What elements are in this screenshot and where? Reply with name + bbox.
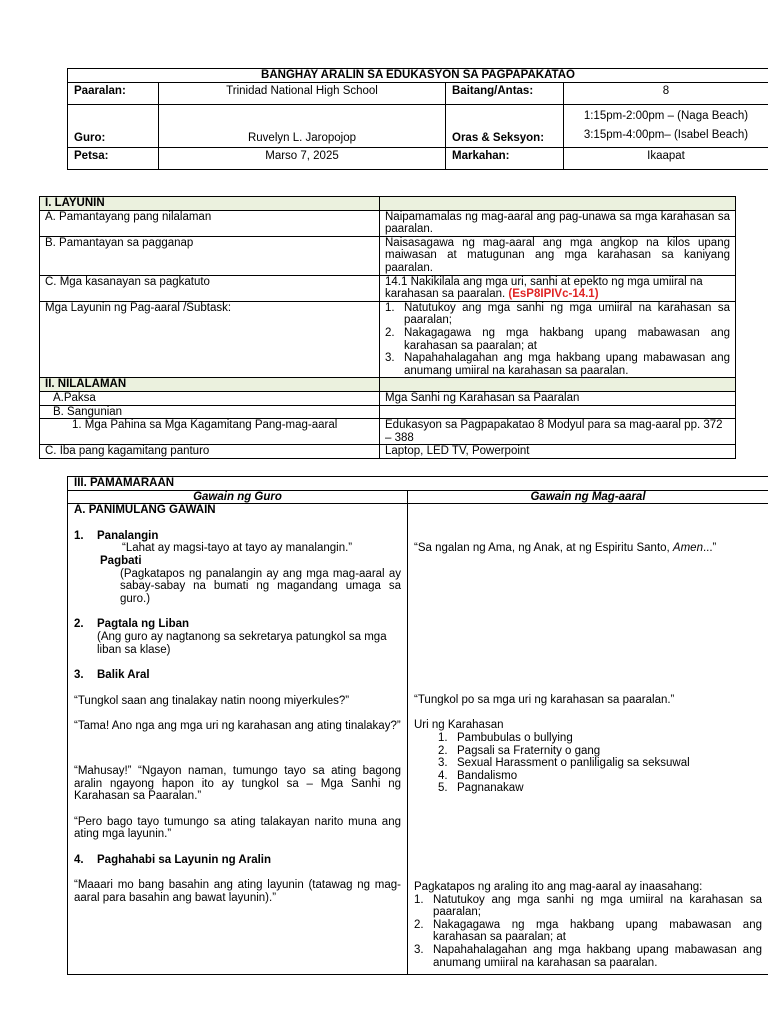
layunin-section-blank: [380, 197, 736, 211]
tanong-3: “Mahusay!” “Ngayon naman, tumungo tayo sa ating bagong aralin ngayong hapon ito ay tungkol sa – Mga Sanhi ng Karahasan sa Paaralan.”: [74, 764, 401, 803]
pagtala-text: (Ang guro ay nagtanong sa sekretarya patungkol sa mga liban sa klase): [97, 630, 387, 656]
pamantayan-pagganap-label: B. Pamantayan sa pagganap: [40, 236, 380, 275]
pahina-value: Edukasyon sa Pagpapakatao 8 Modyul para sa mag-aaral pp. 372 – 388: [380, 419, 736, 445]
oras-value: [564, 105, 768, 148]
pagtala-heading: 2. Pagtala ng Liban: [74, 618, 190, 631]
paksa-label: A.Paksa: [40, 391, 380, 405]
petsa-label: Petsa:: [68, 148, 159, 170]
markahan-label: Markahan:: [446, 148, 564, 170]
kasanayan-label: C. Mga kasanayan sa pagkatuto: [40, 275, 380, 301]
iba-pang-kagamitan-value: Laptop, LED TV, Powerpoint: [380, 445, 736, 459]
layunin-item: 1. Natutukoy ang mga sanhi ng mga umiiral na karahasan sa paaralan;: [414, 893, 762, 919]
kasanayan-code: (EsP8IPIVc-14.1): [508, 288, 599, 301]
oras-value-2: 3:15pm-4:00pm– (Isabel Beach): [583, 129, 749, 141]
panalangin-heading: 1. Panalangin: [74, 529, 159, 542]
layunin-nilalaman-table: [39, 196, 736, 459]
gawain-magaaral-cell: [408, 504, 768, 975]
oras-label: Oras & Seksyon:: [446, 105, 564, 148]
paaralan-value: Trinidad National High School: [159, 83, 446, 105]
uri-karahasan-item: 5. Pagnanakaw: [438, 782, 524, 795]
paghahabi-heading: 4. Paghahabi sa Layunin ng Aralin: [74, 853, 272, 866]
sangunian-label: B. Sangunian: [40, 405, 380, 419]
layunin-section-title: I. LAYUNIN: [40, 197, 380, 211]
uri-karahasan-item: 4. Bandalismo: [438, 769, 518, 782]
lesson-header-table: [67, 68, 768, 170]
pamamaraan-section-title: III. PAMAMARAAN: [68, 477, 768, 491]
kasanayan-value: [380, 275, 736, 301]
pamamaraan-table: [67, 476, 768, 975]
baitang-value: 8: [564, 83, 768, 105]
petsa-value: Marso 7, 2025: [159, 148, 446, 170]
panalangin-sagot: “Sa ngalan ng Ama, ng Anak, at ng Espiritu Santo, Amen...”: [414, 542, 717, 555]
iba-pang-kagamitan-label: C. Iba pang kagamitang panturo: [40, 445, 380, 459]
pamantayang-nilalaman-value: Naipamamalas ng mag-aaral ang pag-unawa sa mga karahasan sa paaralan.: [380, 210, 736, 236]
pagbati-heading: Pagbati: [100, 554, 142, 567]
objective-item: 3. Napahahalagahan ang mga hakbang upang mabawasan ang anumang umiiral na karahasan sa paaralan.: [385, 352, 730, 377]
col-header-guro: Gawain ng Guro: [68, 490, 408, 504]
markahan-value: Ikaapat: [564, 148, 768, 170]
kasanayan-text: 14.1 Nakikilala ang mga uri, sanhi at epekto ng mga umiiral na karahasan sa paaralan.: [385, 275, 703, 301]
guro-value: Ruvelyn L. Jaropojop: [159, 105, 446, 148]
layunin-intro: Pagkatapos ng araling ito ang mag-aaral ay inaasahang:: [414, 880, 703, 893]
lesson-title: BANGHAY ARALIN SA EDUKASYON SA PAGPAPAKATAO: [68, 69, 768, 83]
sagot-1: “Tungkol po sa mga uri ng karahasan sa paaralan.”: [414, 693, 675, 706]
uri-karahasan-title: Uri ng Karahasan: [414, 719, 504, 732]
objective-item: 1. Natutukoy ang mga sanhi ng mga umiiral na karahasan sa paaralan;: [385, 301, 730, 327]
uri-karahasan-item: 2. Pagsali sa Fraternity o gang: [438, 744, 601, 757]
pahina-label: 1. Mga Pahina sa Mga Kagamitang Pang-mag-aaral: [40, 419, 380, 445]
uri-karahasan-item: 1. Pambubulas o bullying: [438, 731, 573, 744]
sangunian-blank: [380, 405, 736, 419]
pamantayang-nilalaman-label: A. Pamantayang pang nilalaman: [40, 210, 380, 236]
layunin-subtask-list: [380, 301, 736, 378]
tanong-5: “Maaari mo bang basahin ang ating layunin (tatawag ng mag-aaral para basahin ang bawat layunin).”: [74, 879, 401, 905]
guro-label: Guro:: [68, 105, 159, 148]
layunin-subtask-label: Mga Layunin ng Pag-aaral /Subtask:: [40, 301, 380, 378]
gawain-guro-cell: [68, 504, 408, 975]
tanong-1: “Tungkol saan ang tinalakay natin noong miyerkules?”: [74, 694, 350, 707]
baitang-label: Baitang/Antas:: [446, 83, 564, 105]
paaralan-label: Paaralan:: [68, 83, 159, 105]
oras-value-1: 1:15pm-2:00pm – (Naga Beach): [583, 110, 749, 122]
pamantayan-pagganap-value: Naisasagawa ng mag-aaral ang mga angkop na kilos upang maiwasan at matugunan ang mga karahasan sa kaniyang paaralan.: [380, 236, 736, 275]
nilalaman-section-blank: [380, 378, 736, 392]
tanong-2: “Tama! Ano nga ang mga uri ng karahasan ang ating tinalakay?”: [74, 720, 401, 733]
balik-aral-heading: 3. Balik Aral: [74, 669, 150, 682]
layunin-item: 2. Nakagagawa ng mga hakbang upang mabawasan ang karahasan sa paaralan; at: [414, 918, 762, 944]
layunin-item: 3. Napahahalagahan ang mga hakbang upang mabawasan ang anumang umiiral na karahasan sa paaralan.: [414, 943, 762, 969]
col-header-magaaral: Gawain ng Mag-aaral: [408, 490, 768, 504]
tanong-4: “Pero bago tayo tumungo sa ating talakayan narito muna ang ating mga layunin.”: [74, 815, 401, 841]
panalangin-text: “Lahat ay magsi-tayo at tayo ay manalangin.”: [122, 542, 353, 555]
paksa-value: Mga Sanhi ng Karahasan sa Paaralan: [380, 391, 736, 405]
pagbati-text: (Pagkatapos ng panalangin ay ang mga mag-aaral ay sabay-sabay na bumati ng magandang umaga sa guro.): [120, 567, 401, 605]
uri-karahasan-item: 3. Sexual Harassment o panliligalig sa seksuwal: [438, 757, 690, 770]
objective-item: 2. Nakagagawa ng mga hakbang upang mabawasan ang karahasan sa paaralan; at: [385, 326, 730, 352]
nilalaman-section-title: II. NILALAMAN: [40, 378, 380, 392]
panimulang-gawain-heading: A. PANIMULANG GAWAIN: [74, 504, 216, 517]
